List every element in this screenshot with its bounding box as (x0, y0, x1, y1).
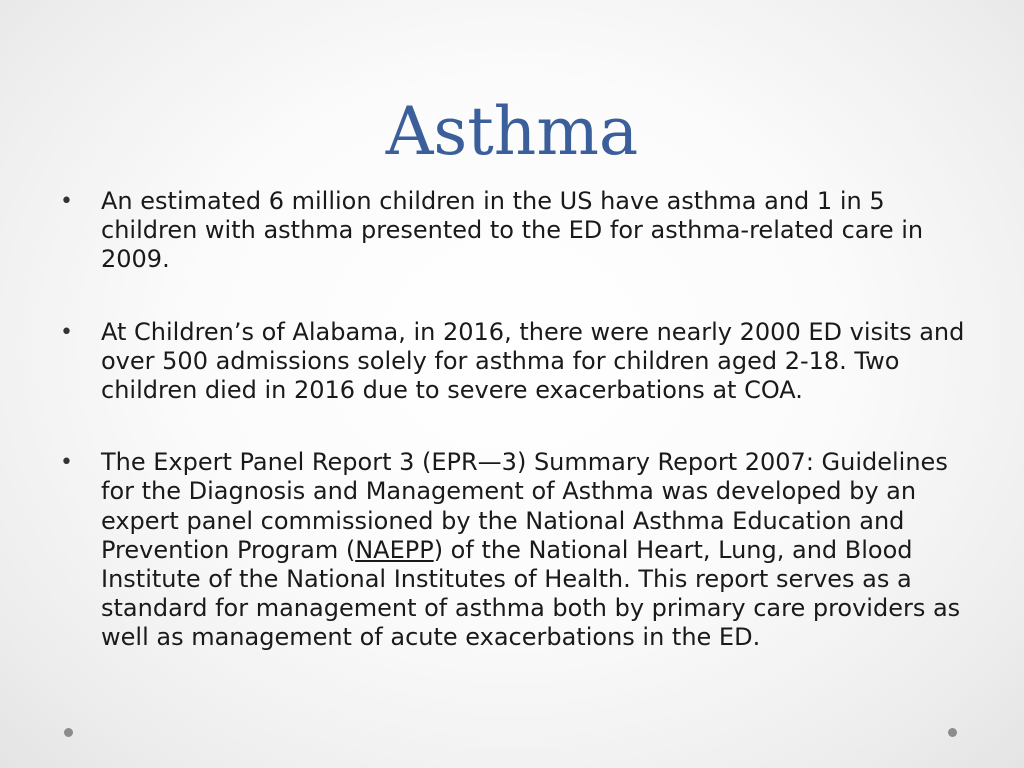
bullet-text-after-link: ) of the National Heart, Lung, and Blood Institute of the National Institutes of Health. This report serves as a standard for management of asthma both by primary care providers as well as management of acute exacerbations in the ED. (101, 535, 961, 652)
bullet-text-before-link: The Expert Panel Report 3 (EPR—3) Summary Report 2007: Guidelines for the Diagnosis and Management of Asthma was developed by an expert panel commissioned by the National Asthma Education and Prevention Program ( (101, 448, 948, 564)
bullet-item-3 (60, 448, 970, 652)
bullet-item-1 (60, 187, 970, 275)
bullet-item-2 (60, 318, 970, 406)
corner-dot-right (948, 728, 957, 737)
corner-dot-left (64, 728, 73, 737)
naepp-link[interactable]: NAEPP (355, 535, 434, 564)
slide-title: Asthma (385, 93, 639, 170)
bullet-text: At Children’s of Alabama, in 2016, there were nearly 2000 ED visits and over 500 admissions solely for asthma for children aged 2-18. Two children died in 2016 due to severe exacerbations at COA. (101, 317, 965, 405)
bullet-text: An estimated 6 million children in the US have asthma and 1 in 5 children with asthma presented to the ED for asthma-related care in 2009. (101, 187, 924, 274)
bullet-list (60, 187, 970, 696)
